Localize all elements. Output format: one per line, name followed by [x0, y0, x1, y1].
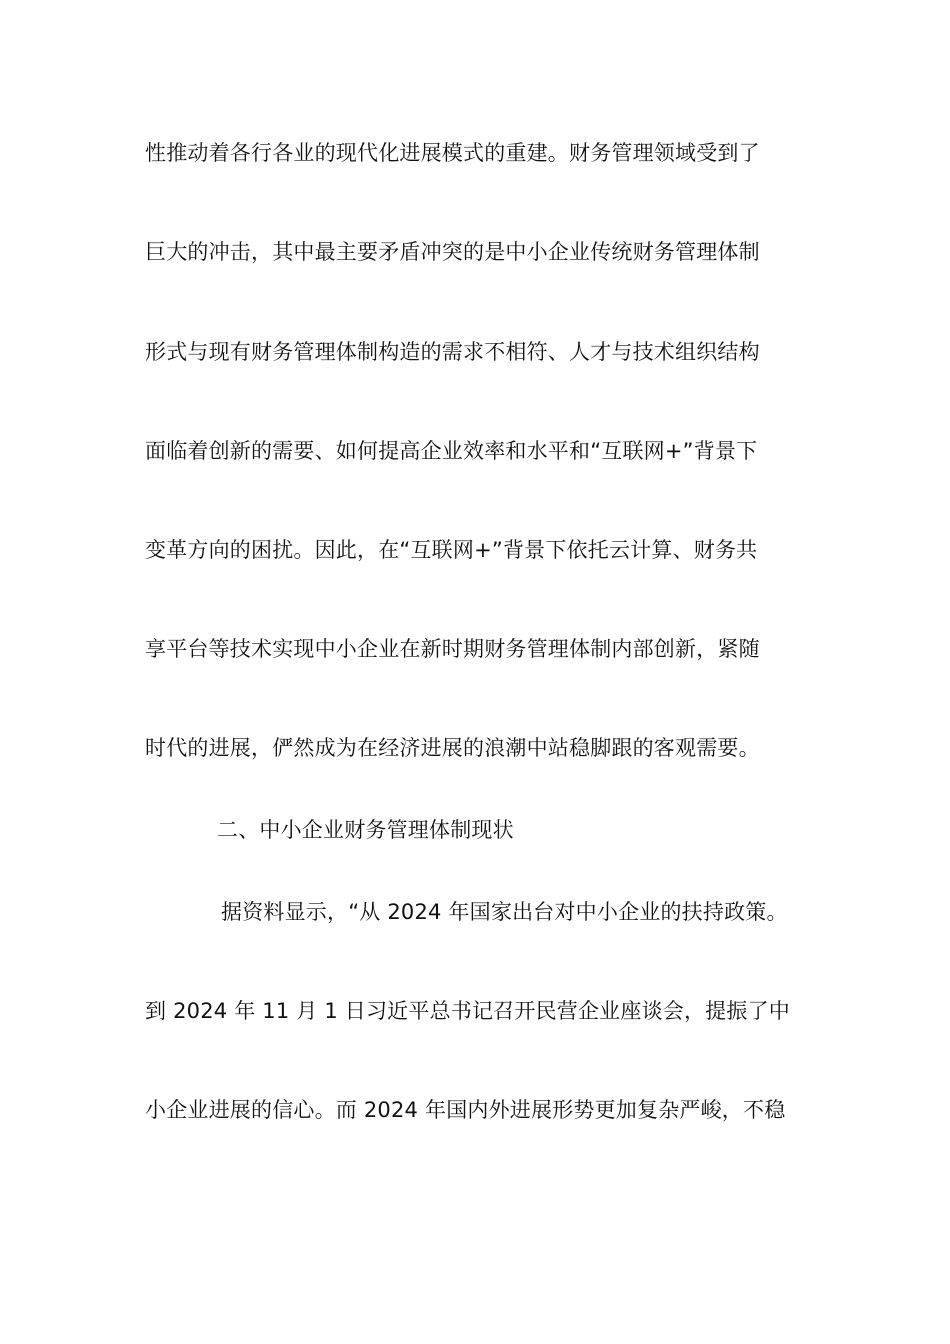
paragraph-line: 到 2024 年 11 月 1 日习近平总书记召开民营企业座谈会，提振了中	[145, 999, 790, 1023]
paragraph-line: 巨大的冲击，其中最主要矛盾冲突的是中小企业传统财务管理体制	[145, 240, 760, 264]
paragraph-line: 形式与现有财务管理体制构造的需求不相符、人才与技术组织结构	[145, 340, 760, 364]
paragraph-line: 变革方向的困扰。因此，在“互联网+”背景下依托云计算、财务共	[145, 538, 758, 562]
paragraph-line: 享平台等技术实现中小企业在新时期财务管理体制内部创新，紧随	[145, 637, 760, 661]
section-heading: 二、中小企业财务管理体制现状	[217, 818, 514, 842]
paragraph-line: 时代的进展，俨然成为在经济进展的浪潮中站稳脚跟的客观需要。	[145, 736, 760, 760]
paragraph-line: 性推动着各行各业的现代化进展模式的重建。财务管理领域受到了	[145, 141, 760, 165]
paragraph-line: 据资料显示，“从 2024 年国家出台对中小企业的扶持政策。	[221, 900, 788, 924]
paragraph-line: 小企业进展的信心。而 2024 年国内外进展形势更加复杂严峻，不稳	[145, 1098, 786, 1122]
paragraph-line: 面临着创新的需要、如何提高企业效率和水平和“互联网+”背景下	[145, 439, 758, 463]
